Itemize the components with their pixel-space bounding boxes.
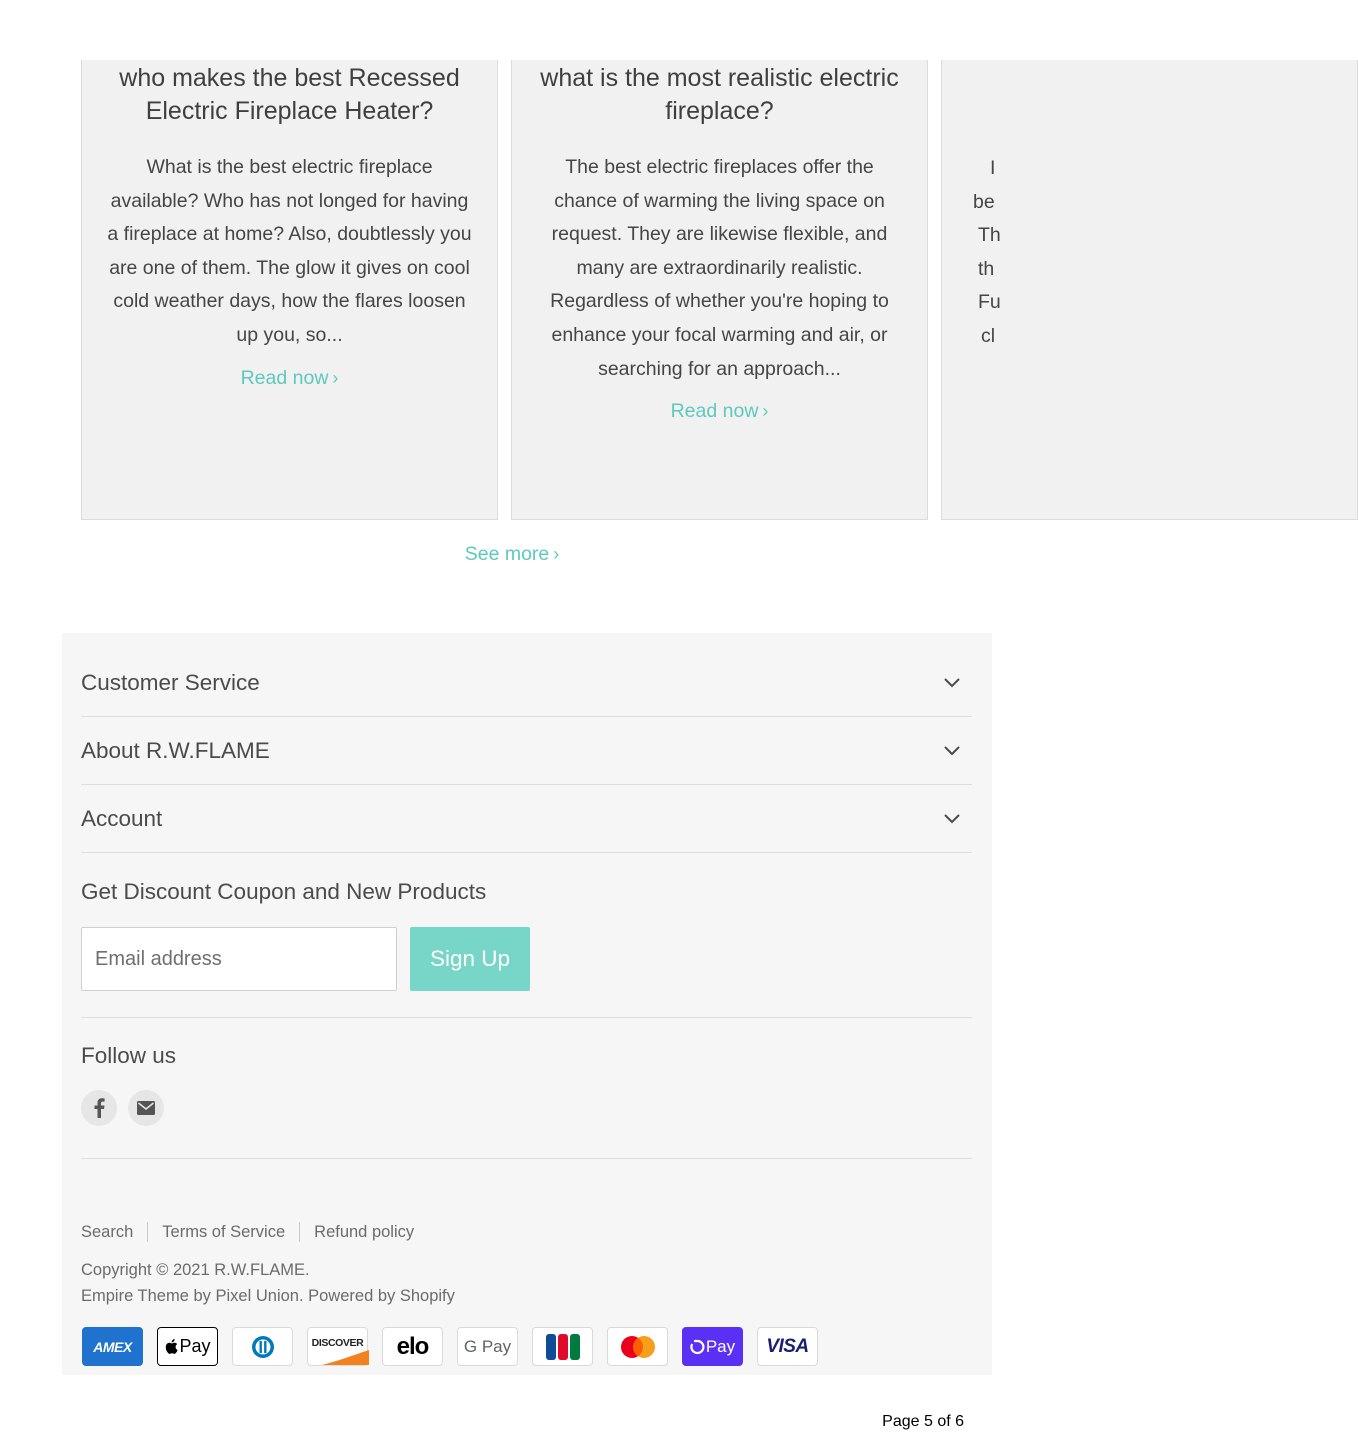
footer-link-search[interactable]: Search: [81, 1222, 134, 1241]
read-now-link[interactable]: [671, 400, 769, 423]
see-more: [0, 543, 1024, 566]
read-now-label: Read now: [670, 400, 759, 423]
chevron-right-icon: ›: [762, 401, 769, 422]
card-excerpt: What is the best electric fireplace available? Who has not longed for having a fireplace at home? Also, doubtlessly you are one of them. The glow it gives on cool cold weather days, how the flares loosen up you, so...: [107, 156, 472, 346]
partial-text: be: [973, 190, 995, 213]
read-now-label: Read now: [240, 366, 329, 389]
jcb-icon: [532, 1327, 593, 1366]
accordion-about[interactable]: [81, 717, 972, 785]
card-excerpt: The best electric fireplaces offer the chance of warming the living space on request. They are likewise flexible, and many are extraordinarily realistic. Regardless of whether you're hoping to enhance your focal warming and air, or searching for an approach...: [550, 156, 889, 380]
accordion-title: Customer Service: [81, 669, 260, 695]
blog-card: [81, 60, 498, 520]
read-now-link[interactable]: [241, 367, 339, 390]
chevron-right-icon: ›: [332, 367, 339, 388]
divider: [81, 1158, 972, 1159]
see-more-link[interactable]: [465, 543, 560, 565]
chevron-down-icon: [942, 809, 962, 829]
blog-carousel: [0, 0, 1001, 522]
card-title[interactable]: what is the most realistic electric fireplace?: [540, 64, 899, 125]
footer-links: [81, 1222, 414, 1242]
newsletter-title: Get Discount Coupon and New Products: [81, 879, 487, 904]
partial-text: cl: [981, 324, 996, 347]
copyright-block: [81, 1257, 455, 1309]
footer-link-terms[interactable]: Terms of Service: [162, 1222, 286, 1241]
see-more-label: See more: [464, 543, 550, 565]
site-footer: [62, 633, 992, 1375]
apple-pay-icon: Pay: [157, 1327, 218, 1366]
copyright: Copyright © 2021 R.W.FLAME.: [81, 1261, 310, 1279]
accordion-title: About R.W.FLAME: [81, 737, 270, 763]
accordion-customer-service[interactable]: [81, 649, 972, 717]
divider: [81, 1017, 972, 1018]
accordion-title: Account: [81, 805, 163, 831]
credits: Empire Theme by Pixel Union. Powered by Shopify: [81, 1287, 455, 1305]
chevron-down-icon: [942, 673, 962, 693]
facebook-icon[interactable]: [81, 1090, 117, 1126]
visa-icon: VISA: [757, 1327, 818, 1366]
mastercard-icon: [607, 1327, 668, 1366]
chevron-down-icon: [942, 741, 962, 761]
page-number: Page 5 of 6: [882, 1413, 964, 1430]
partial-text: I: [990, 157, 996, 179]
amex-icon: AMEX: [82, 1327, 143, 1366]
blog-card: [511, 60, 928, 520]
diners-club-icon: [232, 1327, 293, 1366]
email-icon[interactable]: [128, 1090, 164, 1126]
email-input[interactable]: [81, 927, 397, 991]
blog-card-partial: [941, 60, 1358, 520]
partial-text: Fu: [978, 291, 1001, 314]
footer-link-refund[interactable]: Refund policy: [314, 1222, 415, 1241]
payment-icons: [82, 1327, 832, 1366]
link-separator: [299, 1222, 300, 1242]
follow-title: Follow us: [81, 1043, 177, 1068]
sign-up-button[interactable]: Sign Up: [410, 927, 530, 991]
link-separator: [147, 1222, 148, 1242]
elo-icon: elo: [382, 1327, 443, 1366]
accordion-account[interactable]: [81, 785, 972, 853]
chevron-right-icon: ›: [553, 544, 560, 564]
discover-icon: DISCOVER: [307, 1327, 368, 1366]
partial-text: Th: [978, 224, 1001, 247]
card-title[interactable]: who makes the best Recessed Electric Fireplace Heater?: [119, 64, 460, 125]
partial-text: th: [978, 257, 995, 280]
google-pay-icon: G Pay: [457, 1327, 518, 1366]
shop-pay-icon: Pay: [682, 1327, 743, 1366]
